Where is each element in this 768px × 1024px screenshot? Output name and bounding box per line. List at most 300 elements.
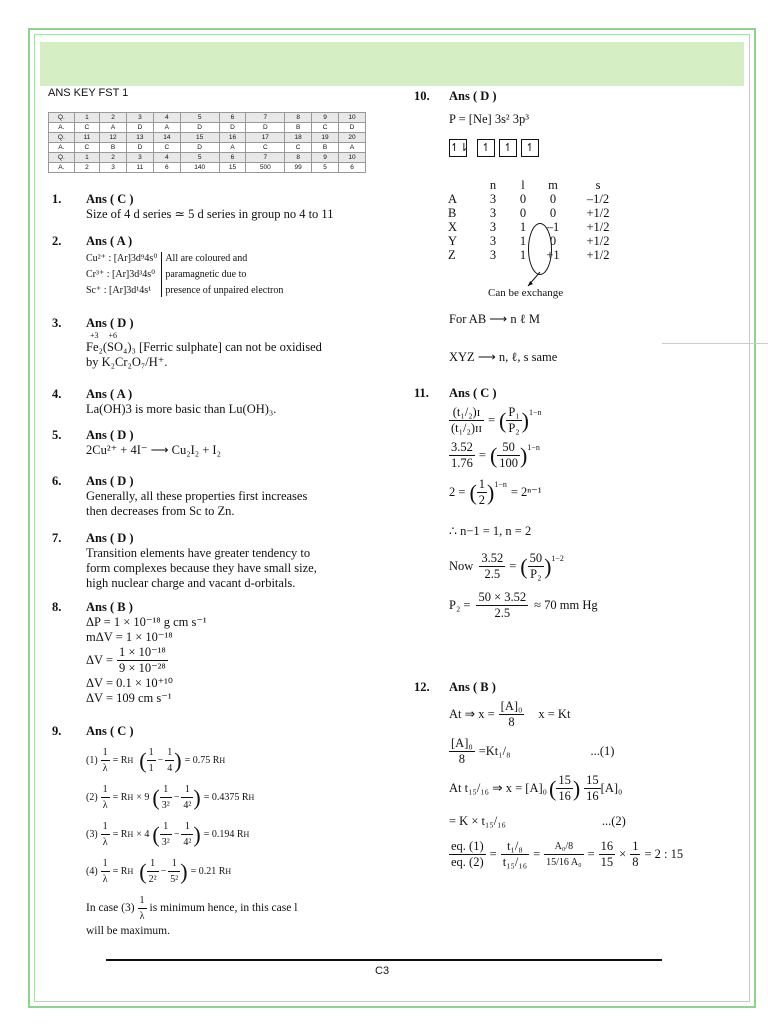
fraction-numerator: 1 — [138, 893, 147, 909]
result-value: = 0.194 R — [203, 829, 244, 840]
qn-cell: 3 — [489, 220, 497, 234]
term-fraction — [147, 745, 156, 776]
question-number: 9. — [52, 724, 62, 738]
fraction-numerator: eq. (1) — [451, 839, 484, 853]
key-table-cell: 13 — [126, 133, 153, 143]
q4-text: La(OH)3 is more basic than Lu(OH)₃. — [86, 402, 277, 416]
subscript: H — [127, 793, 134, 802]
fraction-denominator: 2.5 — [494, 606, 511, 620]
key-table-cell: 11 — [74, 133, 99, 143]
ratio-fraction — [479, 551, 505, 582]
note-line: All are coloured and — [165, 253, 248, 264]
key-table-cell: 11 — [126, 163, 153, 173]
key-table-row — [49, 153, 366, 163]
qn-header: s — [595, 178, 601, 192]
term-fraction — [160, 782, 172, 813]
key-table-cell: Q. — [49, 153, 75, 163]
now-label: Now — [449, 559, 474, 573]
key-table-cell: Q. — [49, 133, 75, 143]
fraction-denominator: 4² — [183, 800, 192, 811]
key-table-cell: 8 — [285, 153, 312, 163]
fraction-numerator: [A]₀ — [451, 736, 473, 750]
key-table-cell: 500 — [246, 163, 285, 173]
key-table-cell: A. — [49, 163, 75, 173]
rydberg-const: = R — [112, 866, 128, 877]
fraction-numerator: 1 — [168, 856, 180, 872]
question-number: 3. — [52, 316, 62, 330]
item-label: (3) — [86, 829, 98, 840]
key-table-cell: 6 — [339, 163, 366, 173]
page-number: C3 — [375, 965, 390, 977]
question-number: 1. — [52, 192, 62, 206]
note-line: presence of unpaired electron — [165, 285, 284, 296]
subscript: H — [219, 756, 226, 765]
q8-line5: ΔV = 109 cm s⁻¹ — [86, 691, 172, 705]
qn-cell: 1 — [519, 234, 527, 248]
fraction-denominator: 5² — [170, 874, 179, 885]
answer-label: Ans ( B ) — [449, 680, 496, 694]
key-table-row — [49, 143, 366, 153]
rydberg-const: = R — [112, 755, 128, 766]
fraction-denominator: 8 — [458, 752, 465, 766]
conclusion-text: will be maximum. — [86, 925, 171, 937]
answer-label: Ans ( D ) — [86, 428, 134, 442]
key-table-cell: 99 — [285, 163, 312, 173]
key-table-cell: D — [126, 143, 153, 153]
a0-end: [A]₀ — [600, 781, 623, 795]
key-table-cell: 14 — [153, 133, 180, 143]
divider-fragment — [662, 343, 768, 344]
key-table-cell: 7 — [246, 113, 285, 123]
q3-block — [86, 316, 322, 370]
exponent: 1−2 — [551, 554, 564, 563]
key-table-cell: 18 — [285, 133, 312, 143]
fraction-denominator: 4 — [167, 763, 173, 774]
item-label: (2) — [86, 792, 98, 803]
fraction-numerator: 15 — [558, 773, 571, 787]
exchange-note: Can be exchange — [488, 287, 564, 299]
header-banner — [40, 42, 744, 86]
fraction-numerator: 1 — [181, 782, 193, 798]
key-table-cell: D — [180, 123, 219, 133]
question-number: 7. — [52, 531, 62, 545]
qn-cell: B — [448, 206, 457, 220]
qn-cell: 0 — [549, 234, 557, 248]
xyz-note: XYZ ⟶ n, ℓ, s same — [449, 350, 558, 364]
fraction-numerator: 1 — [147, 856, 159, 872]
key-table-cell: 3 — [126, 153, 153, 163]
conclusion-text: In case (3) — [86, 902, 135, 914]
equation-tag: ...(1) — [590, 744, 615, 758]
question-number: 12. — [414, 680, 430, 694]
key-table-cell: A — [339, 143, 366, 153]
fraction-numerator: 1 — [101, 819, 110, 835]
fraction-numerator: 1 — [147, 745, 156, 761]
key-table-cell: 3 — [126, 113, 153, 123]
one-over-lambda — [101, 819, 110, 850]
qn-cell: 0 — [549, 192, 557, 206]
answer-label: Ans ( A ) — [86, 387, 133, 401]
qn-cell: X — [448, 220, 458, 234]
fraction-denominator: 15/16 A₀ — [546, 857, 582, 868]
qn-cell: 1 — [519, 220, 527, 234]
key-table-cell: A. — [49, 123, 75, 133]
subscript: H — [225, 867, 232, 876]
key-table-cell: 10 — [339, 113, 366, 123]
p2-result: ≈ 70 mm Hg — [534, 598, 598, 612]
subscript: H — [127, 830, 134, 839]
question-number: 10. — [414, 89, 430, 103]
orbital-box: ↿ — [477, 139, 495, 157]
fraction-numerator: 1 — [101, 745, 110, 761]
fraction-numerator: 1 — [632, 839, 639, 853]
fraction-numerator: 1 — [181, 819, 193, 835]
fraction-numerator: t₁/₈ — [501, 839, 529, 855]
subscript: H — [243, 830, 250, 839]
key-table-cell: C — [285, 143, 312, 153]
footer-rule — [106, 959, 662, 961]
orbital-box: ↿ — [499, 139, 517, 157]
fifteen-sixteenths — [584, 773, 601, 804]
fraction-denominator: 4² — [183, 837, 192, 848]
qn-cell: 0 — [519, 206, 527, 220]
one-over-lambda — [138, 893, 147, 924]
exchange-ellipse — [528, 223, 552, 275]
one-over-lambda — [101, 745, 110, 776]
answer-key-table — [48, 112, 366, 173]
final-ratio: = 2 : 15 — [644, 847, 684, 861]
at-t-line: At t₁₅/₁₆ ⇒ x = [A]₀ — [449, 781, 547, 795]
subscript: H — [127, 756, 134, 765]
p2-fraction — [476, 590, 528, 621]
key-table-cell: A. — [49, 143, 75, 153]
electronic-config: P = [Ne] 3s² 3p³ — [449, 112, 530, 126]
key-table-cell: B — [312, 143, 339, 153]
ion-config: Cu²⁺ : [Ar]3d⁹4s⁰ — [86, 253, 158, 264]
qn-header: l — [521, 178, 525, 192]
fraction-numerator: 50 × 3.52 — [478, 590, 527, 604]
key-table-row — [49, 163, 366, 173]
qn-cell: Y — [448, 234, 458, 248]
fraction-numerator: 16 — [600, 839, 614, 853]
key-table-cell: 4 — [153, 113, 180, 123]
half-fraction — [477, 477, 487, 508]
key-table-cell: C — [153, 143, 180, 153]
qn-cell: +1/2 — [586, 206, 610, 220]
fraction-denominator: 16 — [586, 789, 599, 803]
q1-block — [86, 192, 333, 222]
key-table-cell: D — [180, 143, 219, 153]
fraction-numerator: 15 — [586, 773, 599, 787]
fraction-numerator: A₀/8 — [544, 839, 583, 855]
key-table-cell: 8 — [285, 113, 312, 123]
key-table-cell: D — [126, 123, 153, 133]
qn-cell: 3 — [489, 206, 497, 220]
key-table-cell: 5 — [180, 153, 219, 163]
qn-cell: +1/2 — [586, 234, 610, 248]
power-result: = 2ⁿ⁻¹ — [510, 485, 542, 499]
q8-line2: mΔV = 1 × 10⁻¹⁸ — [86, 630, 173, 644]
fraction-denominator: 3² — [161, 800, 170, 811]
equation-lhs: 2 = — [449, 485, 466, 499]
q6-line2: then decreases from Sc to Zn. — [86, 504, 235, 518]
term-fraction — [147, 856, 159, 887]
q9-block — [86, 724, 356, 939]
q7-block — [86, 531, 317, 591]
fraction-numerator: 1 — [160, 782, 172, 798]
fraction-denominator: λ — [139, 911, 145, 922]
fraction-denominator: eq. (2) — [451, 855, 484, 869]
multiplier: × 4 — [136, 829, 150, 840]
fraction-denominator: 2.5 — [484, 567, 501, 581]
one-over-lambda — [101, 856, 110, 887]
x-equals-kt: x = Kt — [538, 707, 571, 721]
rydberg-const: = R — [112, 829, 128, 840]
fraction-numerator: 3.52 — [481, 551, 504, 565]
qn-header: m — [548, 178, 558, 192]
qn-cell: +1/2 — [586, 248, 610, 262]
rydberg-line: (4) $\frac{1}{\lambda}$ = R H ( $\frac{1}{\text{2²}}$ − $\frac{1}{\text{5²}}$ ) = 0.21 R H — [86, 858, 232, 885]
q12-block: Ans ( B ) At ⇒ x = $\frac{\text{[A]₀}}{8}$ x = Kt $\frac{\text{[A]₀}}{8}$ =Kt₁/₈ ...(1) At t₁₅/₁₆ ⇒ x = [A]₀ ( $\frac{15}{16}$ ) $\frac{15}{16}$ [A]₀ = K × t₁₅/₁₆ ...(2) $\frac{eq. (1)}{eq. (2)}$ = $\frac{\text{t₁/₈}}{\text{t₁₅/₁₆}}$ = $\frac{\text{A₀/8}}{\text{15/16 A₀}}$ = $\frac{16}{15}$ × $\frac{1}{8}$ = 2 : 15 — [449, 680, 684, 869]
fraction-denominator: 9 × 10⁻²⁸ — [119, 661, 166, 675]
qn-cell: 3 — [489, 248, 497, 262]
answer-label: Ans ( D ) — [86, 474, 134, 488]
answer-label: Ans ( C ) — [449, 386, 497, 400]
subscript: H — [127, 867, 134, 876]
p2-lhs: P₂ = — [449, 598, 471, 612]
answer-label: Ans ( A ) — [86, 234, 133, 248]
item-label: (4) — [86, 866, 98, 877]
answer-label: Ans ( D ) — [86, 316, 134, 330]
q5-equation: 2Cu²⁺ + 4I⁻ ⟶ Cu₂I₂ + I₂ — [86, 443, 221, 457]
fraction-denominator: 2 — [478, 493, 486, 507]
q7-line3: high nuclear charge and vacant d-orbitals. — [86, 576, 296, 590]
key-table-cell: C — [74, 123, 99, 133]
fraction-denominator: (t₁/₂)ɪɪ — [451, 421, 482, 435]
fraction-numerator: 1 — [165, 745, 174, 761]
fraction-denominator: 16 — [558, 789, 571, 803]
qn-cell: –1/2 — [586, 192, 610, 206]
dv-lhs: ΔV = — [86, 653, 114, 667]
fraction-denominator: λ — [102, 837, 108, 848]
key-table-cell: B — [285, 123, 312, 133]
key-table-cell: 15 — [219, 163, 246, 173]
q8-block — [86, 600, 207, 706]
qn-cell: –1 — [546, 220, 560, 234]
key-table-cell: 2 — [74, 163, 99, 173]
a0-fraction — [499, 699, 525, 730]
fraction-denominator: 3² — [161, 837, 170, 848]
key-table-cell: 16 — [219, 133, 246, 143]
exponent: 1−n — [528, 408, 542, 417]
q1-text: Size of 4 d series ≃ 5 d series in group no 4 to 11 — [86, 207, 334, 221]
rydberg-const: = R — [112, 792, 128, 803]
item-label: (1) — [86, 755, 98, 766]
q10-block — [449, 89, 543, 157]
fraction-denominator: t₁₅/₁₆ — [502, 855, 528, 869]
fraction-denominator: 1 — [148, 763, 154, 774]
answer-label: Ans ( B ) — [86, 600, 133, 614]
qn-cell: A — [448, 192, 458, 206]
term-fraction — [181, 782, 193, 813]
term-fraction — [181, 819, 193, 850]
fraction-numerator: 1 — [101, 856, 110, 872]
qn-cell: 3 — [489, 234, 497, 248]
key-table-cell: A — [219, 143, 246, 153]
key-table-row — [49, 133, 366, 143]
qn-cell: 0 — [549, 206, 557, 220]
fraction-denominator: λ — [102, 800, 108, 811]
q6-line1: Generally, all these properties first increases — [86, 489, 308, 503]
question-number: 11. — [414, 386, 429, 400]
key-table-cell: 6 — [219, 113, 246, 123]
q4-block — [86, 387, 276, 417]
qn-header-row — [448, 178, 628, 192]
qn-header: n — [489, 178, 497, 192]
fraction-denominator: 1.76 — [451, 456, 473, 470]
key-table-cell: 19 — [312, 133, 339, 143]
fraction-numerator: P₁ — [508, 405, 520, 419]
fifteen-sixteenths — [556, 773, 573, 804]
key-table-cell: C — [312, 123, 339, 133]
q7-line2: form complexes because they have small size, — [86, 561, 317, 575]
qn-cell: 0 — [519, 192, 527, 206]
fraction-numerator: (t₁/₂)ɪ — [449, 405, 484, 421]
q3-line1: Fe₂(SO₄)₃ [Ferric sulphate] can not be oxidised — [86, 340, 322, 354]
answer-key-title: ANS KEY FST 1 — [48, 87, 129, 99]
key-table-cell: 6 — [153, 163, 180, 173]
oxidation-states: +3 +6 — [90, 331, 118, 340]
key-table-row — [49, 123, 366, 133]
key-table-cell: D — [246, 123, 285, 133]
orbital-box: ↿ — [521, 139, 539, 157]
orbital-box: ↿⇂ — [449, 139, 467, 157]
exponent: 1−n — [494, 480, 507, 489]
key-table-cell: 4 — [153, 153, 180, 163]
rydberg-line: (1) $\frac{1}{\lambda}$ = R H ( $\frac{1}{1}$ − $\frac{1}{4}$ ) = 0.75 R H — [86, 747, 226, 774]
q7-line1: Transition elements have greater tendency to — [86, 546, 311, 560]
pressure-fraction — [528, 551, 545, 582]
one-over-lambda — [101, 782, 110, 813]
question-number: 2. — [52, 234, 62, 248]
question-number: 6. — [52, 474, 62, 488]
key-table-cell: 140 — [180, 163, 219, 173]
key-table-cell: 5 — [180, 113, 219, 123]
key-table-cell: 20 — [339, 133, 366, 143]
key-table-cell: 9 — [312, 113, 339, 123]
fraction-denominator: 100 — [499, 456, 519, 470]
qn-cell: 1 — [519, 248, 527, 262]
fraction-denominator: P₂ — [508, 421, 520, 435]
half-life-ratio — [449, 405, 484, 436]
exponent: 1−n — [527, 443, 540, 452]
ion-config: Cr³⁺ : [Ar]3d³4s⁰ — [86, 269, 156, 280]
key-table-cell: A — [153, 123, 180, 133]
term-fraction — [160, 819, 172, 850]
key-table-cell: D — [219, 123, 246, 133]
key-table-cell: 2 — [100, 113, 127, 123]
a0-fraction — [449, 736, 475, 767]
key-table-cell: 1 — [74, 113, 99, 123]
fraction-denominator: 8 — [632, 855, 639, 869]
fraction-numerator: 1 — [160, 819, 172, 835]
answer-label: Ans ( D ) — [449, 89, 497, 103]
fraction-denominator: P₂ — [530, 567, 542, 581]
fraction-denominator: 2² — [148, 874, 157, 885]
key-table-cell: 5 — [312, 163, 339, 173]
key-table-cell: Q. — [49, 113, 75, 123]
note-line: paramagnetic due to — [165, 269, 247, 280]
key-table-cell: B — [100, 143, 127, 153]
term-fraction — [168, 856, 180, 887]
q3-line2: by K₂Cr₂O₇/H⁺. — [86, 355, 168, 369]
qn-cell: 3 — [489, 192, 497, 206]
fraction-numerator: 50 — [529, 551, 543, 565]
result-value: = 0.4375 R — [203, 792, 249, 803]
q11-block: Ans ( C ) $\frac{\text{(t₁/₂)ɪ}}{\text{(t₁/₂)ɪɪ}}$ = ( $\frac{\text{P₁}}{\text{P₂}}$ ) $^{1-n}$ $\frac{3.52}{1.76}$ = ( $\frac{50}{100}$ ) $^{1-n}$ 2 = ( $\frac{1}{2}$ ) $^{1-n}$ = 2ⁿ⁻¹ ∴ n−1 = 1, n = 2 Now $\frac{3.52}{2.5}$ = ( $\frac{50}{\text{P₂}}$ ) $^{1-2}$ P₂ = $\frac{50 \times 3.52}{2.5}$ ≈ 70 mm Hg — [449, 386, 598, 620]
ratio-sixteen-fifteen — [599, 839, 616, 870]
fraction-denominator: λ — [102, 763, 108, 774]
key-table-cell: C — [246, 143, 285, 153]
answer-label: Ans ( C ) — [86, 724, 134, 738]
fraction-denominator: 15 — [600, 855, 614, 869]
key-table-cell: 15 — [180, 133, 219, 143]
equation-ratio — [449, 839, 486, 870]
qn-row — [448, 206, 628, 220]
key-table-cell: 12 — [100, 133, 127, 143]
result-value: = 0.75 R — [184, 755, 220, 766]
key-table-row — [49, 113, 366, 123]
fraction-denominator: 8 — [508, 715, 515, 729]
fraction-numerator: 1 — [101, 782, 110, 798]
equation-tag: ...(2) — [601, 814, 626, 828]
q5-block — [86, 428, 221, 458]
q8-line4: ΔV = 0.1 × 10⁺¹⁰ — [86, 676, 173, 690]
key-table-cell: 7 — [246, 153, 285, 163]
kt-fifteen: = K × t₁₅/₁₆ — [449, 814, 506, 828]
key-table-cell: 1 — [74, 153, 99, 163]
fraction-numerator: 1 × 10⁻¹⁸ — [119, 645, 166, 659]
key-table-cell: 3 — [100, 163, 127, 173]
qn-blank-cell — [448, 178, 478, 192]
fraction-numerator: 50 — [497, 440, 520, 456]
fraction-numerator: [A]₀ — [500, 699, 523, 713]
key-table-cell: A — [100, 123, 127, 133]
ab-note: For AB ⟶ n ℓ M — [449, 312, 540, 326]
dv-fraction — [117, 645, 168, 676]
answer-label: Ans ( C ) — [86, 192, 134, 206]
conc-ratio — [544, 839, 583, 870]
answer-label: Ans ( D ) — [86, 531, 134, 545]
key-table-cell: 9 — [312, 153, 339, 163]
conclusion-text: is minimum hence, in this case l — [149, 902, 298, 914]
qn-cell: +1/2 — [586, 220, 610, 234]
pressure-fraction — [497, 440, 520, 471]
time-ratio — [501, 839, 529, 870]
rydberg-line: (3) $\frac{1}{\lambda}$ = R H × 4 ( $\frac{1}{\text{3²}}$ − $\frac{1}{\text{4²}}$ ) = 0.194 R H — [86, 821, 250, 848]
key-table-cell: 17 — [246, 133, 285, 143]
therefore-line: ∴ n−1 = 1, n = 2 — [449, 524, 532, 538]
fraction-denominator: λ — [102, 874, 108, 885]
question-number: 4. — [52, 387, 62, 401]
key-table-cell: D — [339, 123, 366, 133]
key-table-cell: 10 — [339, 153, 366, 163]
key-table-cell: 6 — [219, 153, 246, 163]
multiplier: × 9 — [136, 792, 150, 803]
ion-config: Sc⁺ : [Ar]3d¹4s¹ — [86, 285, 152, 296]
key-table-cell: C — [74, 143, 99, 153]
q2-block — [86, 234, 283, 297]
